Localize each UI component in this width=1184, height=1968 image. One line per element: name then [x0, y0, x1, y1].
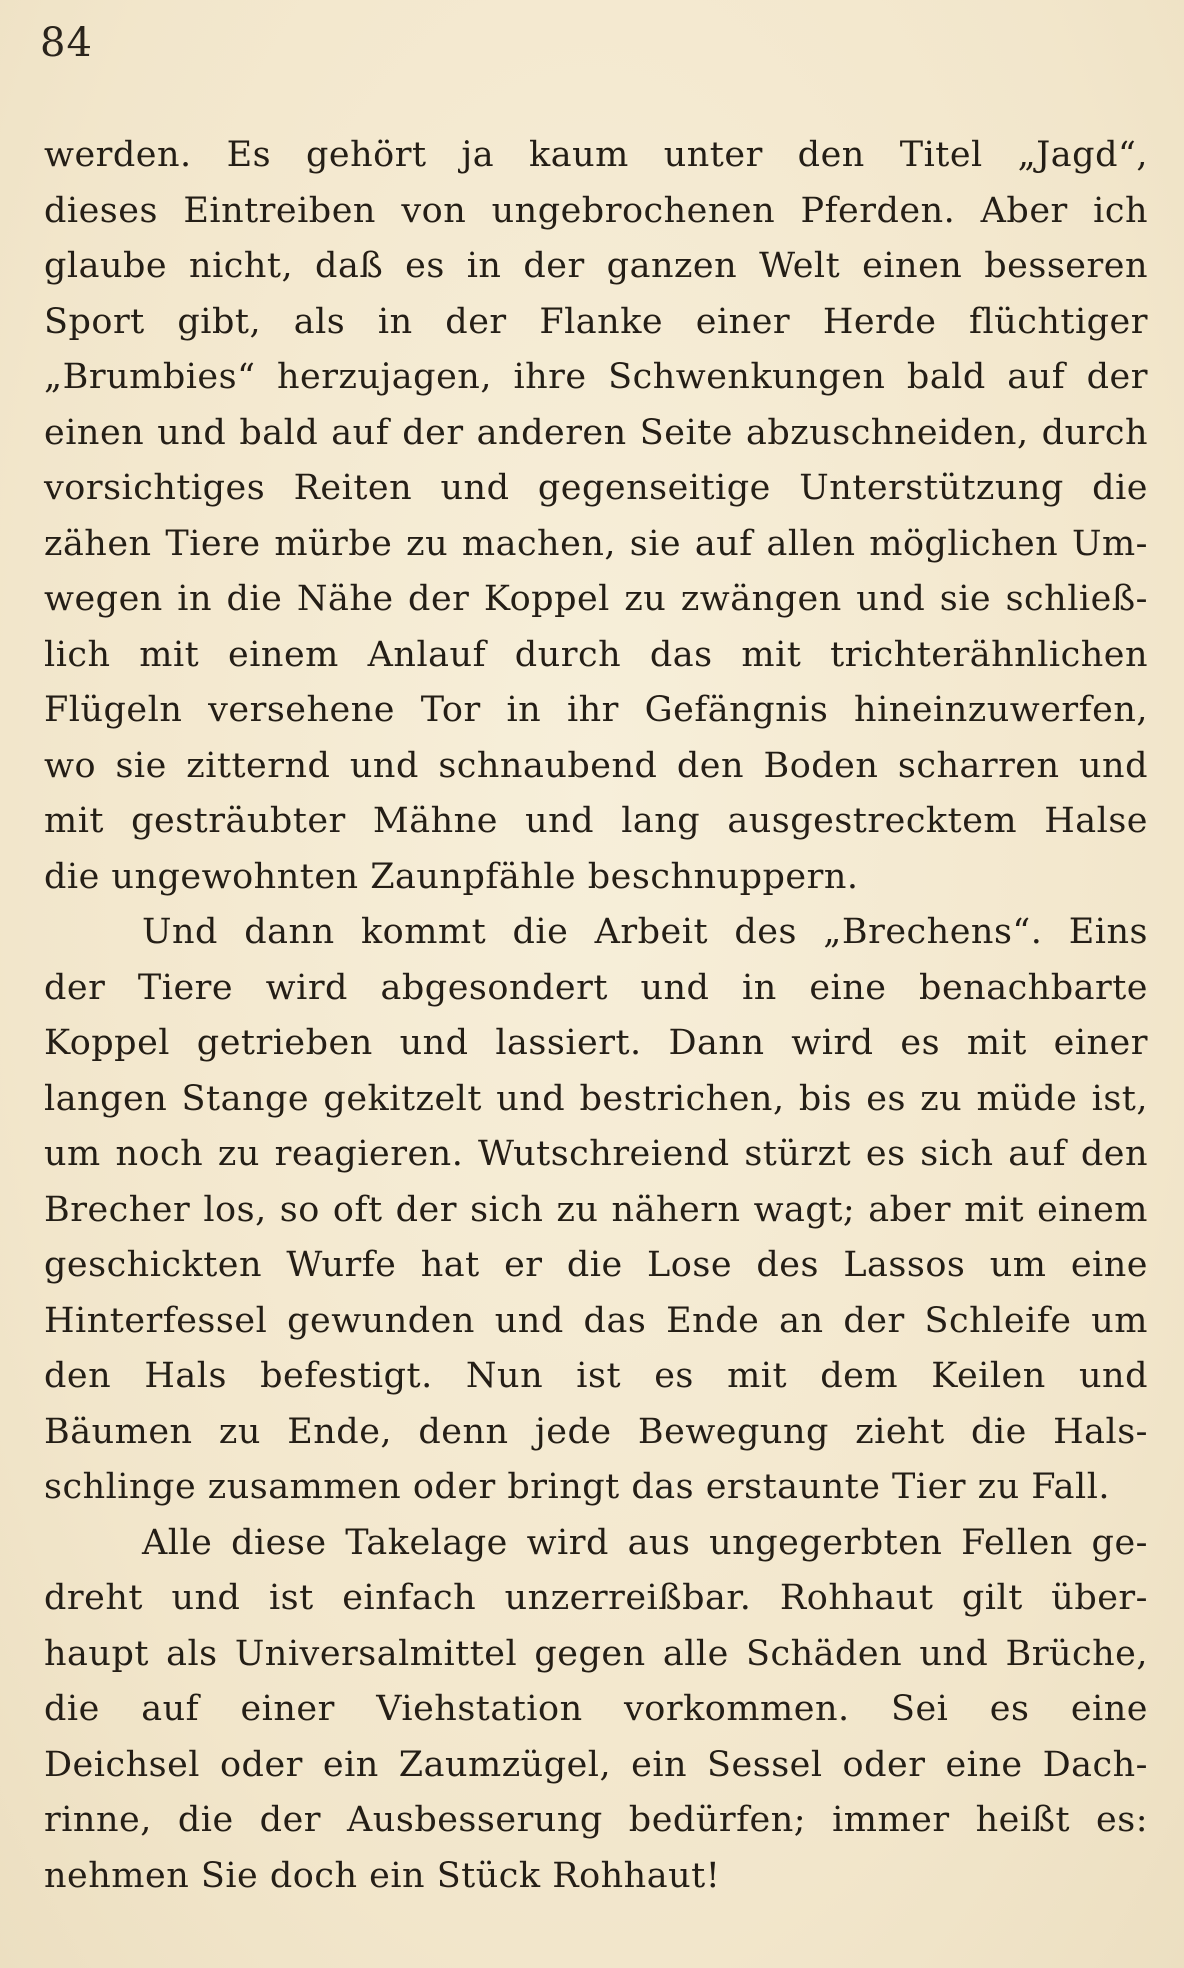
text-line: Bäumen zu Ende, denn jede Bewegung zieht die Hals- [44, 1411, 1148, 1452]
text-line: Brecher los, so oft der sich zu nähern wagt; aber mit einem [44, 1189, 1148, 1230]
text-line: wo sie zitternd und schnaubend den Boden scharren und [44, 745, 1148, 786]
text-line: mit gesträubter Mähne und lang ausgestrecktem Halse [44, 801, 1148, 841]
text-line: Und dann kommt die Arbeit des „Brechens“. Eins [142, 912, 1148, 952]
text-line: einen und bald auf der anderen Seite abzuschneiden, durch [44, 412, 1148, 453]
text-line: schlinge zusammen oder bringt das erstaunte Tier zu Fall. [44, 1467, 1111, 1507]
text-line: nehmen Sie doch ein Stück Rohhaut! [44, 1855, 721, 1896]
text-line: der Tiere wird abgesondert und in eine benachbarte [44, 967, 1148, 1008]
text-line: Deichsel oder ein Zaumzügel, ein Sessel oder eine Dach- [44, 1744, 1148, 1785]
text-line: Alle diese Takelage wird aus ungegerbten Fellen ge- [142, 1522, 1148, 1563]
text-line: Flügeln versehene Tor in ihr Gefängnis hineinzuwerfen, [44, 690, 1148, 730]
text-line: die ungewohnten Zaunpfähle beschnuppern. [44, 856, 859, 897]
text-line: um noch zu reagieren. Wutschreiend stürzt es sich auf den [44, 1134, 1148, 1174]
text-line: Koppel getrieben und lassiert. Dann wird es mit einer [44, 1023, 1148, 1063]
text-line: „Brumbies“ herzujagen, ihre Schwenkungen bald auf der [44, 357, 1148, 397]
text-line: dreht und ist einfach unzerreißbar. Rohhaut gilt über- [44, 1578, 1148, 1618]
text-line: langen Stange gekitzelt und bestrichen, bis es zu müde ist, [44, 1078, 1148, 1119]
text-line: Hinterfessel gewunden und das Ende an der Schleife um [44, 1300, 1148, 1341]
page-number: 84 [40, 20, 93, 66]
text-line: haupt als Universalmittel gegen alle Schäden und Brüche, [44, 1633, 1148, 1674]
text-line: Sport gibt, als in der Flanke einer Herde flüchtiger [44, 301, 1148, 342]
text-line: zähen Tiere mürbe zu machen, sie auf allen möglichen Um- [44, 523, 1148, 564]
text-line: die auf einer Viehstation vorkommen. Sei es eine [44, 1689, 1148, 1729]
text-line: den Hals befestigt. Nun ist es mit dem Keilen und [44, 1356, 1148, 1396]
text-line: wegen in die Nähe der Koppel zu zwängen und sie schließ- [44, 579, 1148, 619]
text-line: werden. Es gehört ja kaum unter den Titel „Jagd“, [44, 135, 1148, 175]
text-line: glaube nicht, daß es in der ganzen Welt einen besseren [44, 246, 1148, 286]
text-line: dieses Eintreiben von ungebrochenen Pferden. Aber ich [44, 190, 1148, 231]
text-line: rinne, die der Ausbesserung bedürfen; immer heißt es: [44, 1800, 1148, 1840]
text-line: lich mit einem Anlauf durch das mit trichterähnlichen [44, 634, 1148, 675]
text-line: vorsichtiges Reiten und gegenseitige Unterstützung die [44, 468, 1148, 508]
text-line: geschickten Wurfe hat er die Lose des Lassos um eine [44, 1245, 1148, 1285]
page-text [44, 128, 1148, 1904]
